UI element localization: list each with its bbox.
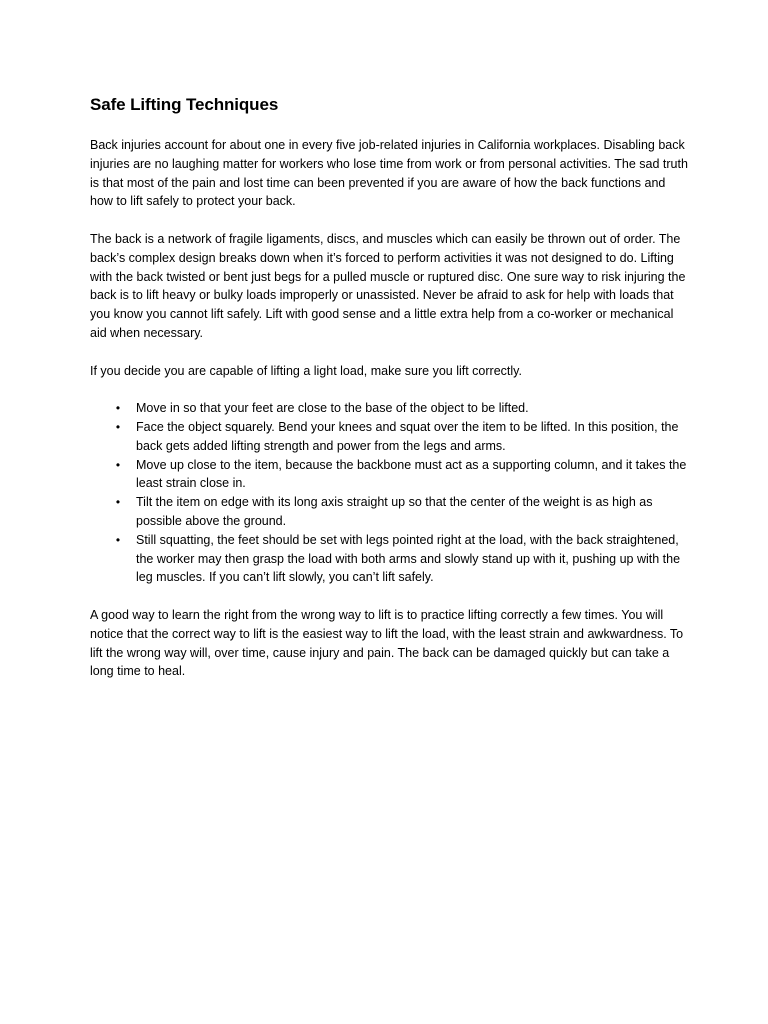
lifting-steps-list [90, 399, 690, 587]
list-item [90, 418, 690, 456]
list-item-text: Tilt the item on edge with its long axis straight up so that the center of the weight is as high as possible above the ground. [136, 495, 653, 528]
bullet-icon: • [115, 532, 121, 547]
bullet-icon: • [115, 457, 121, 472]
conclusion-paragraph: A good way to learn the right from the wrong way to lift is to practice lifting correctly a few times. You will notice that the correct way to lift is the easiest way to lift the load, with the least strain and awkwardness. To lift the wrong way will, over time, cause injury and pain. The back can be damaged quickly but can take a long time to heal. [90, 607, 684, 679]
bullet-icon: • [115, 495, 121, 510]
bullet-icon: • [115, 401, 121, 416]
list-item-text: Move up close to the item, because the backbone must act as a supporting column, and it takes the least strain close in. [136, 457, 687, 491]
list-item [90, 456, 690, 494]
document-page [90, 94, 690, 700]
back-anatomy-paragraph: The back is a network of fragile ligaments, discs, and muscles which can easily be thrown out of order. The back’s complex design breaks down when it’s forced to perform activities it was not designed to do. Lifting with the back twisted or bent just begs for a pulled muscle or ruptured disc. One sure way to risk injuring the back is to lift heavy or bulky loads improperly or unassisted. Never be afraid to ask for help with loads that you know you cannot lift safely. Lift with good sense and a little extra help from a co-worker or mechanical aid when necessary. [90, 231, 686, 340]
lift-correctly-paragraph: If you decide you are capable of lifting a light load, make sure you lift correctly. [90, 363, 522, 378]
bullet-icon: • [115, 419, 121, 434]
list-item-text: Move in so that your feet are close to the base of the object to be lifted. [136, 401, 529, 416]
document-title: Safe Lifting Techniques [90, 95, 279, 114]
list-item-text: Face the object squarely. Bend your knees and squat over the item to be lifted. In this position, the back gets added lifting strength and power from the legs and arms. [136, 419, 679, 453]
list-item [90, 493, 690, 531]
list-item-text: Still squatting, the feet should be set with legs pointed right at the load, with the back straightened, the worker may then grasp the load with both arms and slowly stand up with it, pushing up with the leg muscles. If you can’t lift slowly, you can’t lift safely. [136, 532, 681, 585]
list-item [90, 531, 690, 587]
list-item [90, 399, 690, 418]
intro-paragraph: Back injuries account for about one in every five job-related injuries in California workplaces. Disabling back injuries are no laughing matter for workers who lose time from work or from personal activities. The sad truth is that most of the pain and lost time can been prevented if you are aware of how the back functions and how to lift safely to protect your back. [90, 138, 688, 209]
